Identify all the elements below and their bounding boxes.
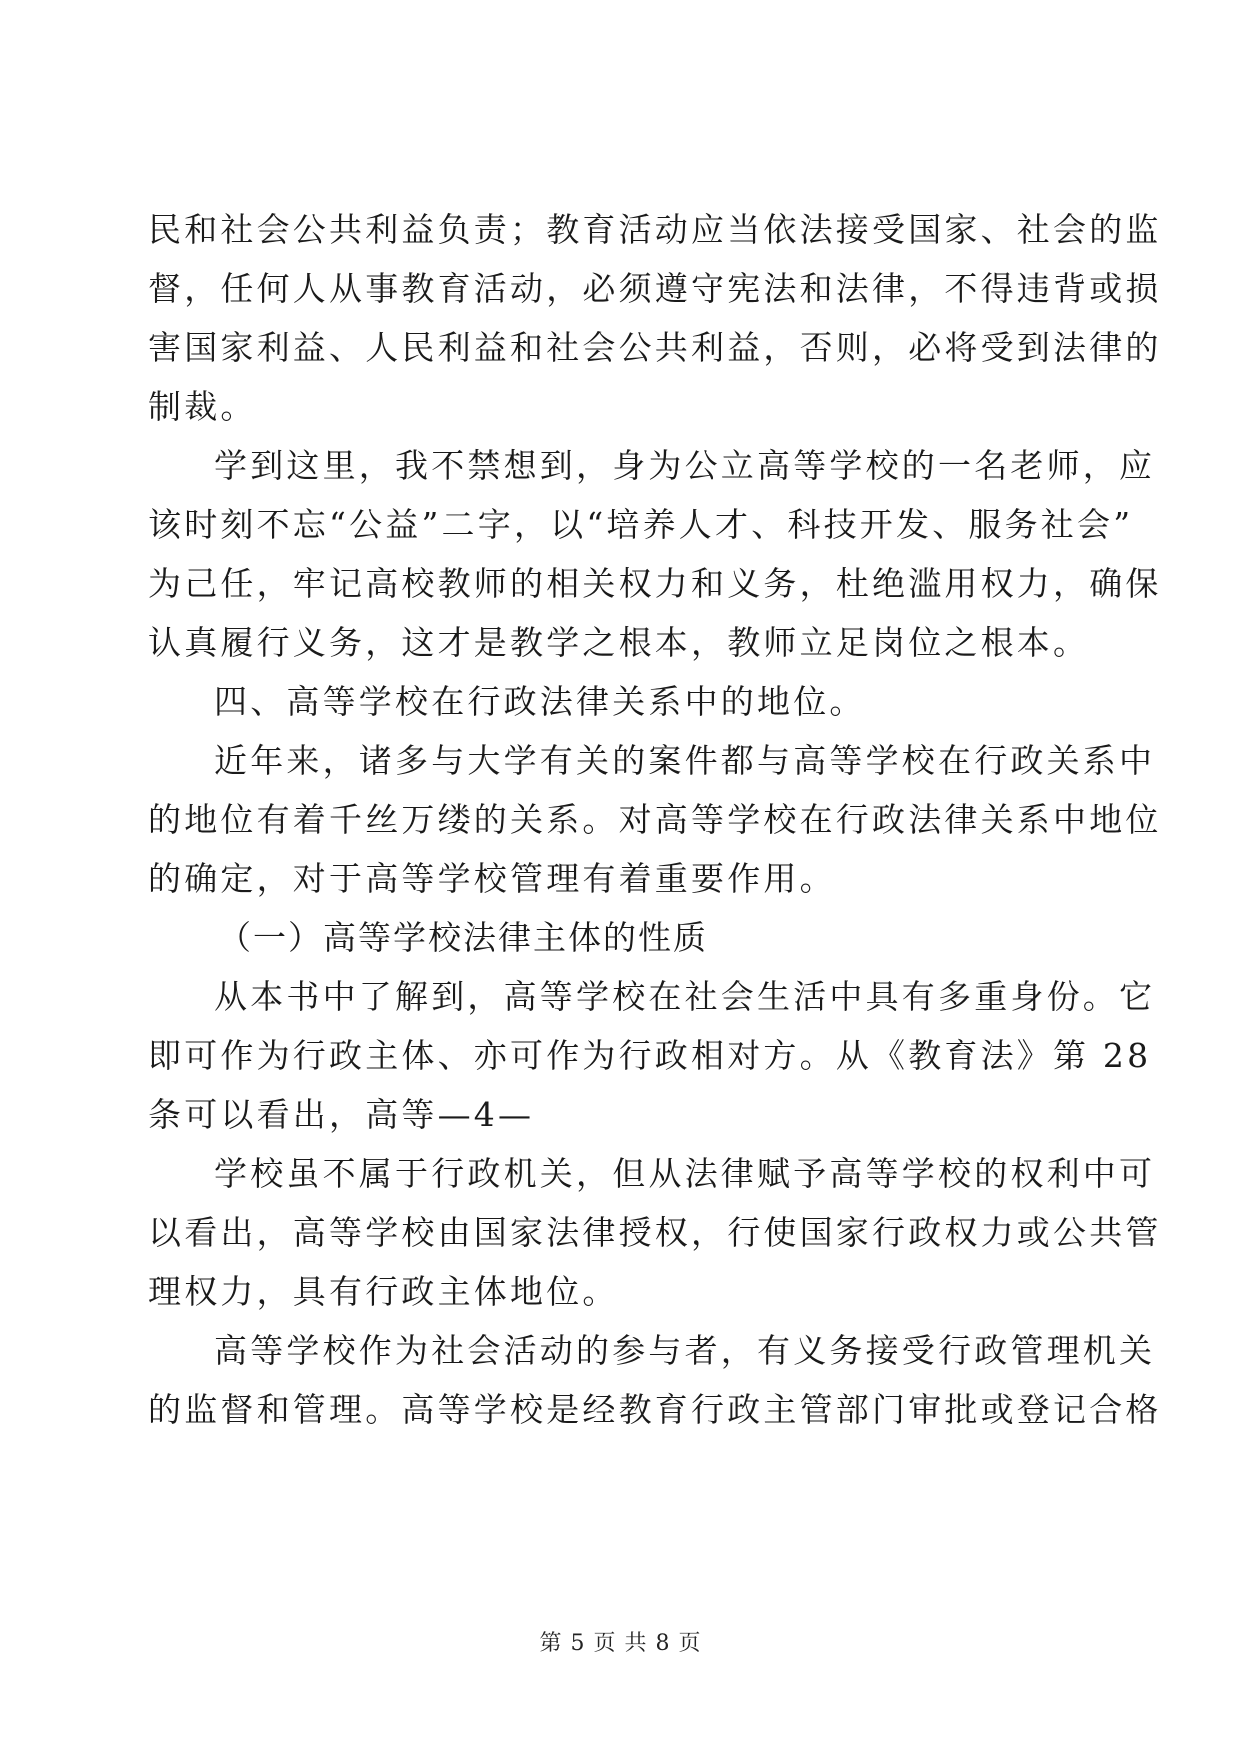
section-heading: 四、高等学校在行政法律关系中的地位。 [214,682,866,721]
subsection-heading: （一）高等学校法律主体的性质 [218,918,708,957]
text-line: 学校虽不属于行政机关，但从法律赋予高等学校的权利中可 [214,1154,1156,1193]
text-line: 理权力，具有行政主体地位。 [148,1272,619,1311]
text-line: 高等学校作为社会活动的参与者，有义务接受行政管理机关 [214,1331,1156,1370]
text-line: 学到这里，我不禁想到，身为公立高等学校的一名老师，应 [214,446,1156,485]
text-line: 的监督和管理。高等学校是经教育行政主管部门审批或登记合格 [148,1390,1162,1429]
text-line: 督，任何人从事教育活动，必须遵守宪法和法律，不得违背或损 [148,269,1162,308]
text-line: 从本书中了解到，高等学校在社会生活中具有多重身份。它 [214,977,1156,1016]
text-line: 认真履行义务，这才是教学之根本，教师立足岗位之根本。 [148,623,1090,662]
text-line: 的确定，对于高等学校管理有着重要作用。 [148,859,836,898]
text-line: 民和社会公共利益负责；教育活动应当依法接受国家、社会的监 [148,210,1162,249]
text-line: 条可以看出，高等—4— [148,1095,535,1134]
text-line: 即可作为行政主体、亦可作为行政相对方。从《教育法》第 28 [148,1036,1152,1075]
text-line: 近年来，诸多与大学有关的案件都与高等学校在行政关系中 [214,741,1156,780]
text-line: 制裁。 [148,387,257,426]
page-footer: 第 5 页 共 8 页 [539,1631,702,1656]
text-line: 为己任，牢记高校教师的相关权力和义务，杜绝滥用权力，确保 [148,564,1162,603]
text-line: 的地位有着千丝万缕的关系。对高等学校在行政法律关系中地位 [148,800,1162,839]
text-line: 以看出，高等学校由国家法律授权，行使国家行政权力或公共管 [148,1213,1162,1252]
text-line: 该时刻不忘“公益”二字，以“培养人才、科技开发、服务社会” [148,505,1134,544]
text-line: 害国家利益、人民利益和社会公共利益，否则，必将受到法律的 [148,328,1162,367]
